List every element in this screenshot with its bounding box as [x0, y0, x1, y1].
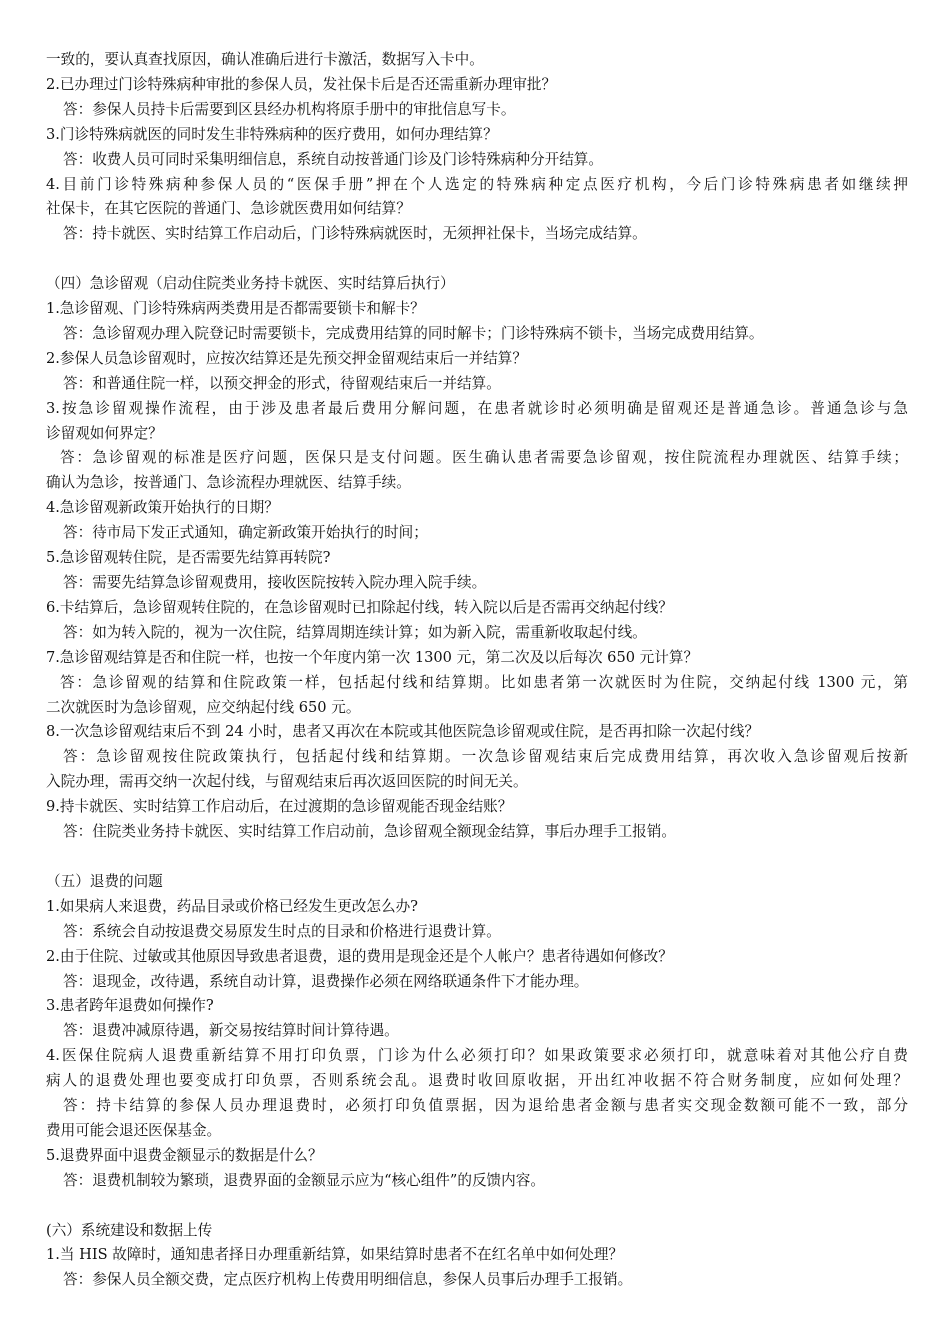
- paragraph-gap: [46, 247, 908, 272]
- question: 1.急诊留观、门诊特殊病两类费用是否都需要锁卡和解卡？: [46, 300, 425, 318]
- question: 2.由于住院、过敏或其他原因导致患者退费，退的费用是现金还是个人帐户？患者待遇如何修改？: [46, 947, 673, 965]
- answer: 答：参保人员持卡后需要到区县经办机构将原手册中的审批信息写卡。: [63, 100, 516, 118]
- question: 2.参保人员急诊留观时，应按次结算还是先预交押金留观结束后一并结算？: [46, 349, 527, 367]
- question: 3.按急诊留观操作流程，由于涉及患者最后费用分解问题，在患者就诊时必须明确是留观还是普通急诊。普通急诊与急: [46, 399, 908, 417]
- section-heading: (六）系统建设和数据上传: [46, 1221, 213, 1239]
- answer: 答：持卡结算的参保人员办理退费时，必须打印负值票据，因为退给患者金额与患者实交现金数额可能不一致，部分: [63, 1097, 908, 1115]
- answer: 答：系统会自动按退费交易原发生时点的目录和价格进行退费计算。: [63, 922, 501, 940]
- answer: 答：急诊留观办理入院登记时需要锁卡，完成费用结算的同时解卡；门诊特殊病不锁卡，当场完成费用结算。: [63, 324, 764, 342]
- answer: 答：急诊留观的标准是医疗问题，医保只是支付问题。医生确认患者需要急诊留观，按住院流程办理就医、结算手续；: [60, 449, 908, 467]
- answer: 答：待市局下发正式通知，确定新政策开始执行的时间；: [63, 524, 428, 542]
- answer: 答：收费人员可同时采集明细信息，系统自动按普通门诊及门诊特殊病种分开结算。: [63, 150, 603, 168]
- answer: 答：参保人员全额交费，定点医疗机构上传费用明细信息，参保人员事后办理手工报销。: [63, 1271, 633, 1289]
- question: 3.患者跨年退费如何操作?: [46, 997, 214, 1015]
- question: 8.一次急诊留观结束后不到 24 小时，患者又再次在本院或其他医院急诊留观或住院，是否再扣除一次起付线？: [46, 723, 760, 741]
- section-heading: （五）退费的问题: [46, 872, 163, 890]
- paragraph-gap: [46, 845, 908, 870]
- question: 9.持卡就医、实时结算工作启动后，在过渡期的急诊留观能否现金结账？: [46, 798, 513, 816]
- answer-cont: 二次就医时为急诊留观，应交纳起付线 650 元。: [46, 698, 361, 716]
- question: 5.急诊留观转住院，是否需要先结算再转院?: [46, 549, 331, 567]
- document-page: [46, 48, 908, 1293]
- question: 5.退费界面中退费金额显示的数据是什么？: [46, 1146, 323, 1164]
- answer: 答：持卡就医、实时结算工作启动后，门诊特殊病就医时，无须押社保卡，当场完成结算。: [63, 225, 647, 243]
- answer: 答：需要先结算急诊留观费用，接收医院按转入院办理入院手续。: [63, 574, 487, 592]
- question-cont: 社保卡，在其它医院的普通门、急诊就医费用如何结算？: [46, 200, 411, 218]
- question: 1.当 HIS 故障时，通知患者择日办理重新结算，如果结算时患者不在红名单中如何处理？: [46, 1246, 624, 1264]
- question: 4.医保住院病人退费重新结算不用打印负票，门诊为什么必须打印？如果政策要求必须打印，就意味着对其他公疗自费: [46, 1047, 908, 1065]
- answer: 答：退现金，改待遇，系统自动计算，退费操作必须在网络联通条件下才能办理。: [63, 972, 589, 990]
- answer: 答：和普通住院一样，以预交押金的形式，待留观结束后一并结算。: [63, 374, 501, 392]
- answer-cont: 费用可能会退还医保基金。: [46, 1121, 222, 1139]
- question: 6.卡结算后，急诊留观转住院的，在急诊留观时已扣除起付线，转入院以后是否需再交纳起付线？: [46, 598, 673, 616]
- question-cont: 病人的退费处理也要变成打印负票，否则系统会乱。退费时收回原收据，开出红冲收据不符合财务制度，应如何处理？: [46, 1072, 908, 1090]
- answer: 答：住院类业务持卡就医、实时结算工作启动前，急诊留观全额现金结算，事后办理手工报销。: [63, 823, 676, 841]
- text-line: 一致的，要认真查找原因，确认准确后进行卡激活，数据写入卡中。: [46, 51, 484, 68]
- answer: 答：如为转入院的，视为一次住院，结算周期连续计算；如为新入院，需重新收取起付线。: [63, 623, 647, 641]
- question: 1.如果病人来退费，药品目录或价格已经发生更改怎么办?: [46, 897, 419, 915]
- paragraph-gap: [46, 1194, 908, 1219]
- section-heading: （四）急诊留观（启动住院类业务持卡就医、实时结算后执行）: [46, 275, 455, 293]
- question: 4.急诊留观新政策开始执行的日期？: [46, 499, 279, 517]
- question: 4.目前门诊特殊病种参保人员的“医保手册”押在个人选定的特殊病种定点医疗机构，今后门诊特殊病患者如继续押: [46, 175, 908, 193]
- answer: 答：急诊留观的结算和住院政策一样，包括起付线和结算期。比如患者第一次就医时为住院，交纳起付线 1300 元，第: [60, 673, 908, 691]
- answer-cont: 确认为急诊，按普通门、急诊流程办理就医、结算手续。: [46, 474, 411, 492]
- answer: 答：急诊留观按住院政策执行，包括起付线和结算期。一次急诊留观结束后完成费用结算，再次收入急诊留观后按新: [63, 748, 908, 766]
- answer: 答：退费冲减原待遇，新交易按结算时间计算待遇。: [63, 1022, 399, 1040]
- question: 3.门诊特殊病就医的同时发生非特殊病种的医疗费用，如何办理结算？: [46, 125, 498, 143]
- question-cont: 诊留观如何界定？: [46, 424, 163, 442]
- question: 2.已办理过门诊特殊病种审批的参保人员，发社保卡后是否还需重新办理审批？: [46, 75, 557, 93]
- answer-cont: 入院办理，需再交纳一次起付线，与留观结束后再次返回医院的时间无关。: [46, 773, 528, 791]
- answer: 答：退费机制较为繁琐，退费界面的金额显示应为“核心组件”的反馈内容。: [63, 1171, 545, 1189]
- question: 7.急诊留观结算是否和住院一样，也按一个年度内第一次 1300 元，第二次及以后每次 650 元计算？: [46, 648, 699, 666]
